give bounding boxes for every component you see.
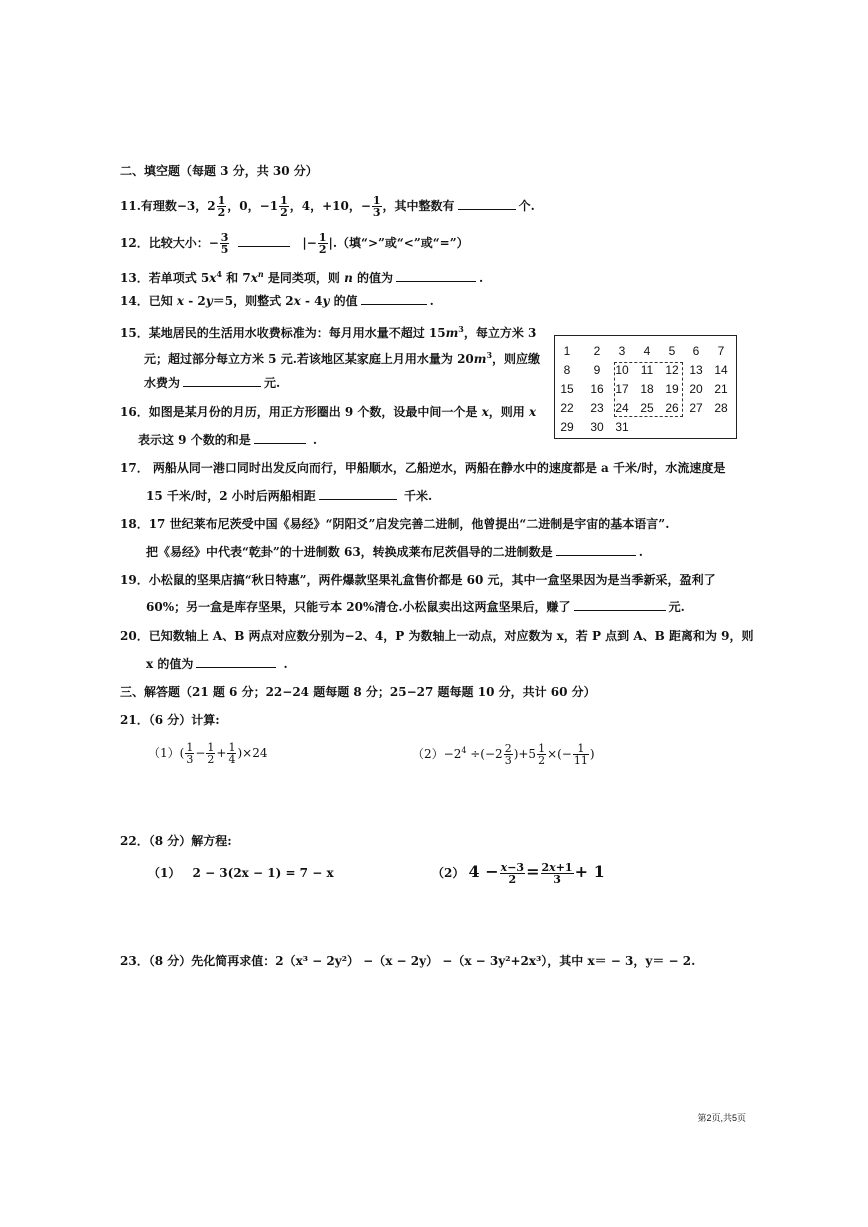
calendar-day: 5 <box>668 344 676 358</box>
calendar-day: 25 <box>640 401 654 415</box>
answer-blank[interactable] <box>574 598 666 611</box>
calendar-day: 27 <box>689 401 703 415</box>
question-22-part1: （1） 2 − 3(2x − 1) = 7 − x <box>148 866 334 880</box>
calendar-day: 28 <box>714 401 728 415</box>
calendar-day: 15 <box>560 382 574 396</box>
calendar-day: 8 <box>563 363 571 377</box>
answer-blank[interactable] <box>458 197 516 210</box>
question-22-part2: （2） 4 − $\frac{x-3}{2}$ = $\frac{2x+1}{3}$ + 1 <box>432 861 605 886</box>
calendar-day: 23 <box>590 401 604 415</box>
calendar-day: 24 <box>615 401 629 415</box>
question-13: 13．若单项式 $5x^4$ 和 $7x^n$ 是同类项，则 n 的值为 . <box>120 269 484 285</box>
calendar-figure <box>554 335 737 439</box>
question-19-line2: 60%；另一盒是库存坚果，只能亏本 20%清仓.小松鼠卖出这两盒坚果后，赚了 元. <box>146 600 685 614</box>
calendar-day: 16 <box>590 382 604 396</box>
answer-blank[interactable] <box>556 543 636 556</box>
calendar-day: 11 <box>640 363 654 377</box>
calendar-day: 2 <box>593 344 601 358</box>
answer-blank[interactable] <box>196 655 276 668</box>
calendar-day: 29 <box>560 420 574 434</box>
question-11: 11.有理数−3，2 $\frac{1}{2}$ ，0，−1 $\frac{1}{2}$ ，4，+10，− $\frac{1}{3}$ ，其中整数有 个. <box>120 194 535 219</box>
answer-blank[interactable] <box>238 234 290 247</box>
calendar-day: 18 <box>640 382 654 396</box>
question-15-line2: 元；超过部分每立方米 5 元.若该地区某家庭上月用水量为 $20m^3$，则应缴 <box>144 350 541 366</box>
question-21-part2: $(2)-2^4 \div(-2$ $\frac{2}{3}$ )+5 $\frac{1}{2}$ ×(− $\frac{1}{11}$ ) <box>412 742 595 767</box>
calendar-day: 12 <box>665 363 679 377</box>
calendar-day: 30 <box>590 420 604 434</box>
calendar-day: 10 <box>615 363 629 377</box>
calendar-day: 20 <box>689 382 703 396</box>
calendar-day: 17 <box>615 382 629 396</box>
answer-blank[interactable] <box>396 269 476 282</box>
calendar-day: 7 <box>717 344 725 358</box>
question-18-line2: 把《易经》中代表“乾卦”的十进制数 63，转换成莱布尼茨倡导的二进制数是 . <box>146 545 643 559</box>
calendar-day: 9 <box>593 363 601 377</box>
question-23: 23．（8 分）先化简再求值：2（x³ − 2y²） −（x − 2y） −（x − 3y²+2x³），其中 x＝ − 3，y＝ − 2. <box>120 954 696 968</box>
calendar-day: 22 <box>560 401 574 415</box>
calendar-day: 4 <box>643 344 651 358</box>
question-15-line3: 水费为 元. <box>144 376 281 390</box>
calendar-day: 21 <box>714 382 728 396</box>
calendar-day: 3 <box>618 344 626 358</box>
calendar-day: 1 <box>563 344 571 358</box>
answer-blank[interactable] <box>254 431 306 444</box>
calendar-day: 14 <box>714 363 728 377</box>
question-21-head: 21．（6 分）计算: <box>120 713 220 727</box>
question-20-line2: x 的值为 . <box>146 657 288 671</box>
question-22-head: 22．（8 分）解方程: <box>120 834 232 848</box>
calendar-day: 6 <box>692 344 700 358</box>
question-16-line2: 表示这 9 个数的和是 . <box>138 433 318 447</box>
question-19-line1: 19．小松鼠的坚果店搞“秋日特惠”，两件爆款坚果礼盒售价都是 60 元，其中一盒坚果因为是当季新采，盈利了 <box>120 573 716 587</box>
calendar-day: 31 <box>615 420 629 434</box>
question-17-line1: 17． 两船从同一港口同时出发反向而行，甲船顺水，乙船逆水，两船在静水中的速度都是 a 千米/时，水流速度是 <box>120 461 726 475</box>
question-16-line1: 16．如图是某月份的月历，用正方形圈出 9 个数，设最中间一个是 x，则用 x <box>120 405 537 419</box>
question-21-part1: （1）( $\frac{1}{3}$ − $\frac{1}{2}$ + $\frac{1}{4}$ )×24 <box>148 741 268 766</box>
calendar-day: 13 <box>689 363 703 377</box>
page-number: 第2页,共5页 <box>697 1113 746 1123</box>
question-14: 14．已知 x - 2y＝5，则整式 2x - 4y 的值 . <box>120 294 434 308</box>
question-18-line1: 18．17 世纪莱布尼茨受中国《易经》“阴阳爻”启发完善二进制，他曾提出“二进制是宇宙的基本语言”. <box>120 517 670 531</box>
section-title-solve: 三、解答题（21 题 6 分；22−24 题每题 8 分；25−27 题每题 10 分，共计 60 分） <box>120 685 596 699</box>
question-17-line2: 15 千米/时，2 小时后两船相距 千米. <box>146 489 433 503</box>
answer-blank[interactable] <box>361 292 427 305</box>
answer-blank[interactable] <box>183 374 261 387</box>
question-15-line1: 15．某地居民的生活用水收费标准为：每月用水量不超过 $15m^3$，每立方米 3 <box>120 324 537 340</box>
section-title-fill-blank: 二、填空题（每题 3 分，共 30 分） <box>120 164 318 178</box>
question-20-line1: 20．已知数轴上 A、B 两点对应数分别为−2、4，P 为数轴上一动点，对应数为 x，若 P 点到 A、B 距离和为 9，则 <box>120 629 754 643</box>
calendar-day: 19 <box>665 382 679 396</box>
answer-blank[interactable] <box>319 487 397 500</box>
calendar-day: 26 <box>665 401 679 415</box>
question-12: 12．比较大小：− $\frac{3}{5}$ |− $\frac{1}{2}$ |.（填“>”或“<”或“=”） <box>120 231 469 256</box>
